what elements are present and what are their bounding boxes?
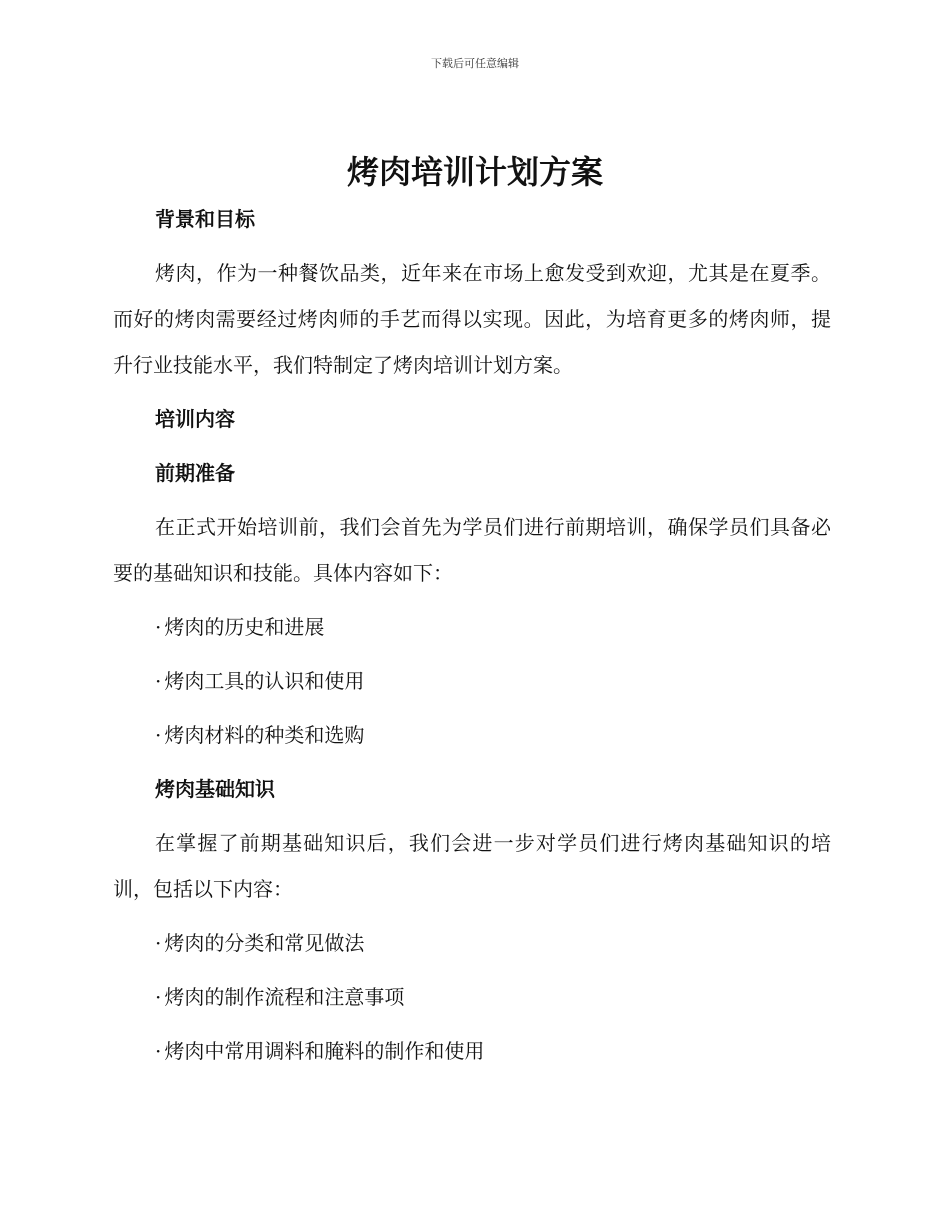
bullet-icon: ·	[155, 931, 162, 955]
list-item-text: 烤肉的历史和进展	[164, 615, 325, 639]
bullet-icon: ·	[155, 1039, 162, 1063]
background-paragraph: 烤肉，作为一种餐饮品类，近年来在市场上愈发受到欢迎，尤其是在夏季。而好的烤肉需要经过烤肉师的手艺而得以实现。因此，为培育更多的烤肉师，提升行业技能水平，我们特制定了烤肉培训计划方案。	[113, 261, 831, 377]
basics-list-item	[113, 974, 831, 1020]
list-item-text: 烤肉工具的认识和使用	[164, 669, 365, 693]
document-title: 烤肉培训计划方案	[346, 153, 603, 191]
preparation-list-item	[113, 604, 831, 650]
bullet-icon: ·	[155, 723, 162, 747]
document-body	[113, 196, 831, 1082]
basics-list-item	[113, 920, 831, 966]
bullet-icon: ·	[155, 615, 162, 639]
list-item-text: 烤肉中常用调料和腌料的制作和使用	[164, 1039, 485, 1063]
section-heading-preparation: 前期准备	[155, 461, 235, 485]
section-heading-basics: 烤肉基础知识	[155, 777, 275, 801]
list-item-text: 烤肉材料的种类和选购	[164, 723, 365, 747]
list-item-text: 烤肉的分类和常见做法	[164, 931, 365, 955]
section-heading-background: 背景和目标	[155, 207, 255, 231]
bullet-icon: ·	[155, 669, 162, 693]
section-heading-training-content: 培训内容	[155, 407, 235, 431]
basics-list-item	[113, 1028, 831, 1074]
page-header-note: 下载后可任意编辑	[431, 57, 519, 70]
preparation-list-item	[113, 712, 831, 758]
bullet-icon: ·	[155, 985, 162, 1009]
basics-paragraph: 在掌握了前期基础知识后，我们会进一步对学员们进行烤肉基础知识的培训，包括以下内容：	[113, 831, 831, 901]
list-item-text: 烤肉的制作流程和注意事项	[164, 985, 405, 1009]
preparation-paragraph: 在正式开始培训前，我们会首先为学员们进行前期培训，确保学员们具备必要的基础知识和技能。具体内容如下：	[113, 515, 831, 585]
preparation-list-item	[113, 658, 831, 704]
